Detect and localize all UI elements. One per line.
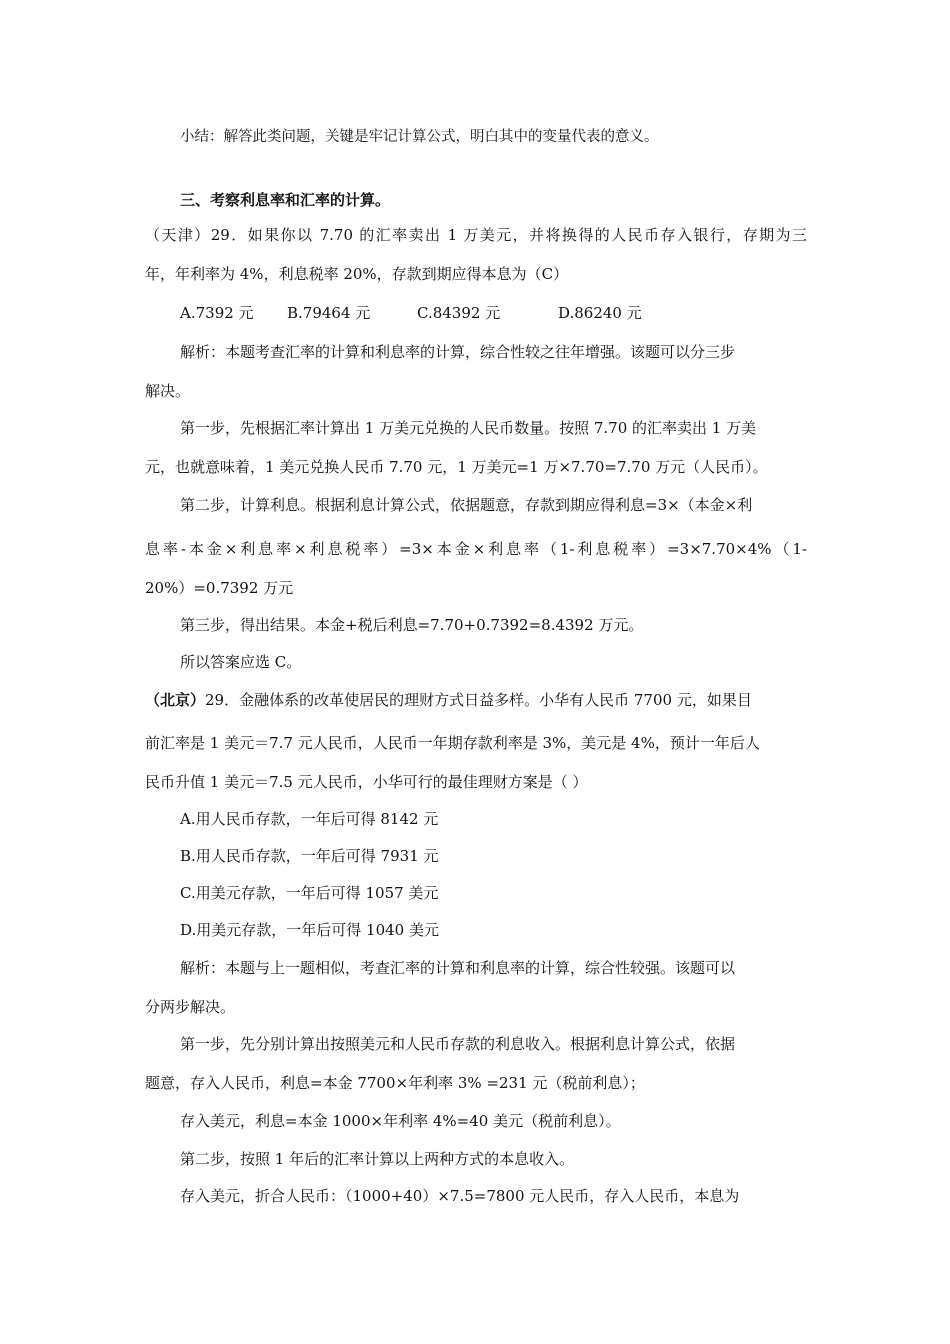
q1-analysis-line1: 解析：本题考查汇率的计算和利息率的计算，综合性较之往年增强。该题可以分三步 <box>180 343 736 361</box>
q2-option-d: D.用美元存款，一年后可得 1040 美元 <box>180 921 439 939</box>
q2-analysis-line1: 解析：本题与上一题相似，考查汇率的计算和利息率的计算，综合性较强。该题可以 <box>180 959 736 977</box>
q1-option-b: B.79464 元 <box>287 304 371 322</box>
q2-line3: 民币升值 1 美元＝7.5 元人民币，小华可行的最佳理财方案是（ ） <box>145 773 588 791</box>
q2-option-c: C.用美元存款，一年后可得 1057 美元 <box>180 884 439 902</box>
q2-line2: 前汇率是 1 美元＝7.7 元人民币，人民币一年期存款利率是 3%，美元是 4%，预计一年后人 <box>145 734 760 752</box>
q2-step2-line2: 存入美元，折合人民币：（1000+40）×7.5=7800 元人民币，存入人民币，本息为 <box>180 1187 740 1205</box>
q2-analysis-line2: 分两步解决。 <box>145 998 236 1016</box>
q2-line1 <box>145 690 752 710</box>
q1-line2: 年，年利率为 4%，利息税率 20%，存款到期应得本息为（C） <box>145 265 569 283</box>
section-title: 三、考察利息率和汇率的计算。 <box>180 191 391 209</box>
q2-step1-line3: 存入美元，利息=本金 1000×年利率 4%=40 美元（税前利息）。 <box>180 1112 621 1130</box>
q2-source: （北京） <box>145 691 206 709</box>
q1-option-c: C.84392 元 <box>417 304 501 322</box>
q2-option-a: A.用人民币存款，一年后可得 8142 元 <box>180 810 439 828</box>
q1-step1-line2: 元，也就意味着，1 美元兑换人民币 7.70 元，1 万美元=1 万×7.70=7.70 万元（人民币）。 <box>145 458 768 476</box>
q2-step1-line1: 第一步，先分别计算出按照美元和人民币存款的利息收入。根据利息计算公式，依据 <box>180 1035 736 1053</box>
q2-line1-text: 29．金融体系的改革使居民的理财方式日益多样。小华有人民币 7700 元，如果目 <box>205 691 752 709</box>
q1-step1-line1: 第一步，先根据汇率计算出 1 万美元兑换的人民币数量。按照 7.70 的汇率卖出 1 万美 <box>180 419 757 437</box>
q1-step2-line3: 20%）=0.7392 万元 <box>145 579 294 597</box>
q1-line1: （天津）29．如果你以 7.70 的汇率卖出 1 万美元，并将换得的人民币存入银行，存期为三 <box>145 226 807 244</box>
q2-option-b: B.用人民币存款，一年后可得 7931 元 <box>180 847 439 865</box>
summary-text: 小结：解答此类问题，关键是牢记计算公式，明白其中的变量代表的意义。 <box>180 129 659 145</box>
q1-option-d: D.86240 元 <box>558 304 642 322</box>
q1-answer: 所以答案应选 C。 <box>180 653 302 671</box>
q2-step2-line1: 第二步，按照 1 年后的汇率计算以上两种方式的本息收入。 <box>180 1150 575 1168</box>
q1-option-a: A.7392 元 <box>180 304 254 322</box>
q1-step3: 第三步，得出结果。本金+税后利息=7.70+0.7392=8.4392 万元。 <box>180 616 644 634</box>
q1-analysis-line2: 解决。 <box>145 382 191 400</box>
q2-step1-line2: 题意，存入人民币，利息=本金 7700×年利率 3% =231 元（税前利息）； <box>145 1074 645 1092</box>
q1-step2-line1: 第二步，计算利息。根据利息计算公式，依据题意，存款到期应得利息=3×（本金×利 <box>180 496 753 514</box>
q1-step2-line2: 息率-本金×利息率×利息税率）=3×本金×利息率（1-利息税率）=3×7.70×4%（1- <box>145 540 807 558</box>
